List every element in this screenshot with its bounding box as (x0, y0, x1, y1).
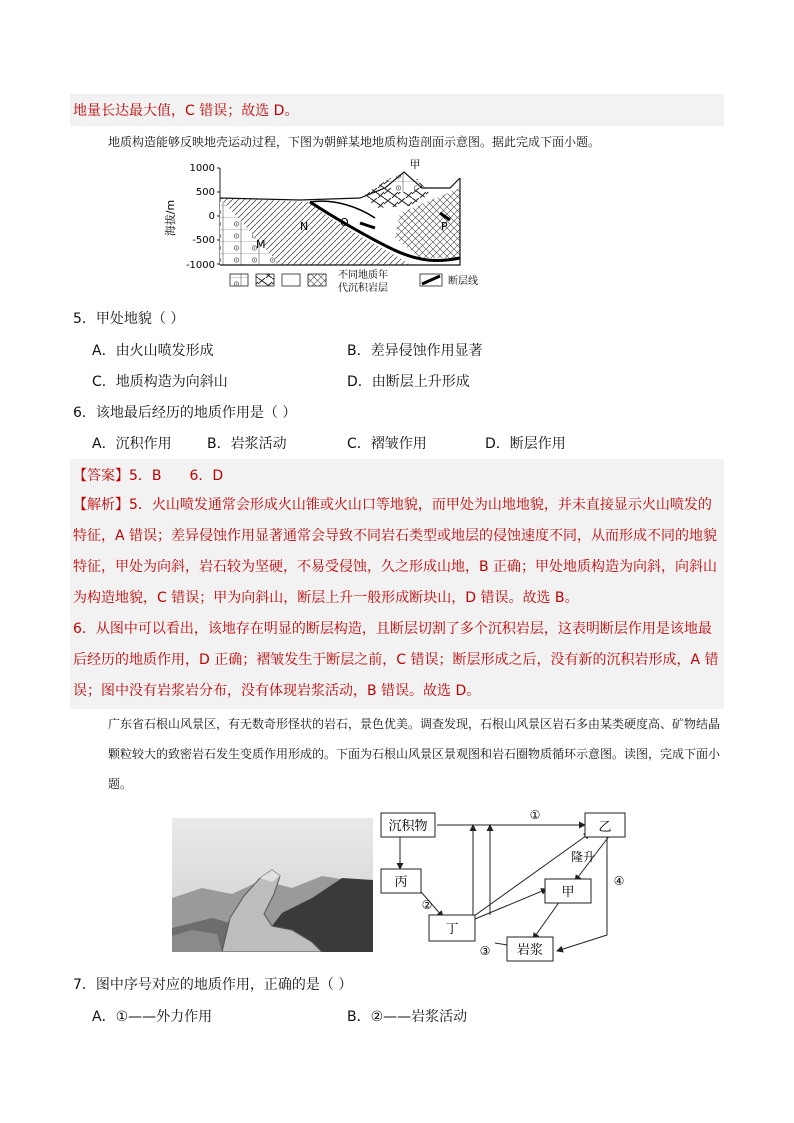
y-tick-0: 0 (208, 211, 215, 222)
box-yi: 乙 (598, 820, 612, 835)
label-circle-2: ② (421, 898, 433, 912)
answer-tag: 【答案】 (73, 468, 129, 484)
legend-strata-label-2: 代沉积岩层 (338, 283, 388, 293)
analysis-tag: 【解析】 (73, 497, 129, 513)
q6-option-b[interactable]: B．岩浆活动 (207, 436, 287, 452)
q5-option-a[interactable]: A．由火山喷发形成 (92, 343, 214, 359)
analysis-5 (73, 490, 719, 614)
analysis-5-text: 5．火山喷发通常会形成火山锥或火山口等地貌，而甲处为山地地貌，并未直接显示火山喷发的特征，A 错误；差异侵蚀作用显著通常会导致不同岩石类型或地层的侵蚀速度不同，从而形成不同的地貌特征，甲处为向斜，岩石较为坚硬，不易受侵蚀，久之形成山地，B 正确；甲处地质构造为向斜，向斜山为构造地貌，C 错误；甲为向斜山，断层上升一般形成断块山，D 错误。故选 B。 (73, 497, 718, 606)
box-magma: 岩浆 (516, 943, 544, 958)
legend-fault-label: 断层线 (448, 276, 478, 287)
box-bing: 丙 (394, 875, 408, 890)
q7-option-b[interactable]: B．②——岩浆活动 (347, 1009, 468, 1025)
label-n: N (300, 220, 309, 233)
box-jia: 甲 (561, 885, 575, 900)
q6-option-d[interactable]: D．断层作用 (485, 436, 566, 452)
y-axis-label: 海拔/m (164, 199, 177, 237)
question-stem-geology-section: 地质构造能够反映地壳运动过程，下图为朝鲜某地地质构造剖面示意图。据此完成下面小题。 (108, 135, 601, 149)
answer-text: 5．B 6．D (129, 468, 224, 484)
q6-option-a[interactable]: A．沉积作用 (92, 436, 172, 452)
question-6: 6．该地最后经历的地质作用是（ ） (73, 405, 297, 421)
question-7: 7．图中序号对应的地质作用，正确的是（ ） (73, 977, 353, 993)
label-circle-3: ③ (479, 944, 491, 958)
y-tick-1000: 1000 (189, 163, 215, 174)
box-ding: 丁 (445, 922, 459, 937)
q5-option-b[interactable]: B．差异侵蚀作用显著 (347, 343, 483, 359)
label-o: O (340, 216, 349, 229)
y-tick-minus500: -500 (192, 235, 215, 246)
q5-option-d[interactable]: D．由断层上升形成 (347, 374, 470, 390)
previous-answer-line: 地量长达最大值，C 错误；故选 D。 (73, 103, 299, 119)
q6-option-c[interactable]: C．褶皱作用 (347, 436, 427, 452)
label-jia: 甲 (409, 158, 421, 171)
q5-option-c[interactable]: C．地质构造为向斜山 (92, 374, 228, 390)
question-5: 5．甲处地貌（ ） (73, 311, 185, 327)
rock-cycle-diagram (375, 805, 645, 965)
label-circle-1: ① (529, 808, 541, 822)
y-tick-500: 500 (195, 187, 215, 198)
q7-option-a[interactable]: A．①——外力作用 (92, 1009, 213, 1025)
answer-line (73, 466, 223, 486)
label-uplift: 隆升 (570, 850, 596, 864)
box-sediment: 沉积物 (388, 819, 428, 834)
label-circle-4: ④ (613, 874, 625, 888)
legend-strata-label-1: 不同地质年 (338, 270, 388, 281)
question-stem-rock-cycle: 广东省石根山风景区，有无数奇形怪状的岩石，景色优美。调查发现，石根山风景区岩石多由某类硬度高、矿物结晶颗粒较大的致密岩石发生变质作用形成的。下面为石根山风景区景观图和岩石圈物质循环示意图。读图，完成下面小题。 (108, 717, 721, 791)
analysis-6: 6．从图中可以看出，该地存在明显的断层构造，且断层切割了多个沉积岩层，这表明断层作用是该地最后经历的地质作用，D 正确；褶皱发生于断层之前，C 错误；断层形成之后，没有新的沉积岩形成，A 错误；图中没有岩浆岩分布，没有体现岩浆活动，B 错误。故选 D。 (73, 621, 719, 699)
scenic-rock-photo (172, 818, 373, 952)
label-p: P (441, 220, 448, 233)
figure1-legend (230, 268, 478, 293)
label-m: M (256, 238, 266, 251)
geologic-section-figure (160, 158, 490, 293)
y-tick-minus1000: -1000 (185, 260, 215, 271)
